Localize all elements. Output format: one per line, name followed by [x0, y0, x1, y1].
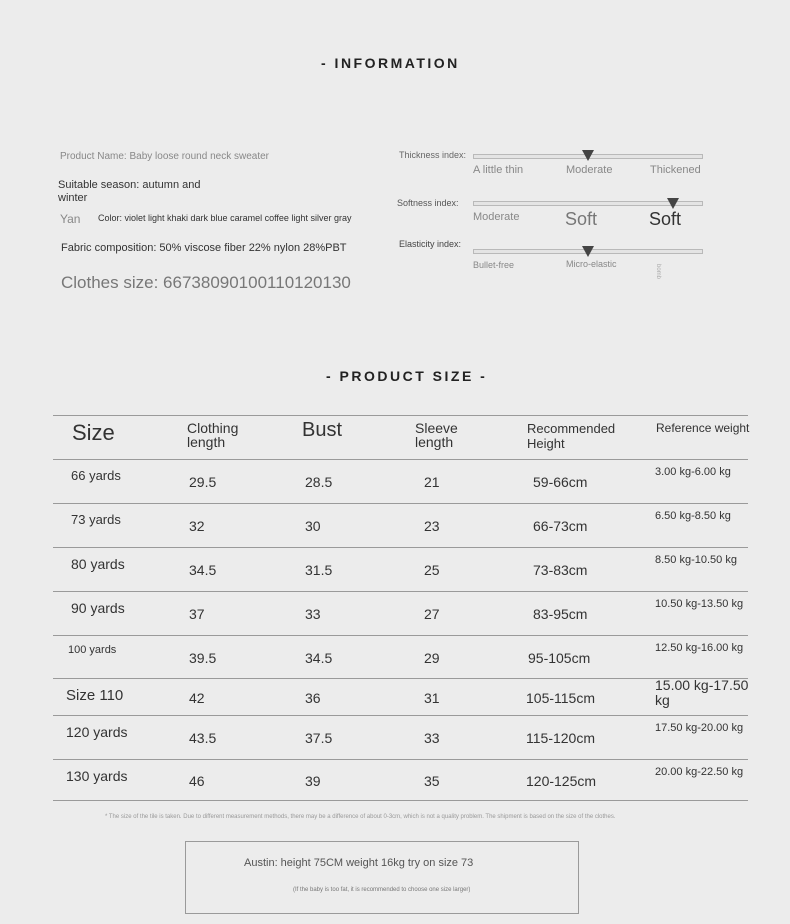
height-cell: 120-125cm: [526, 772, 597, 789]
header-sleeve-length: Sleeve length: [415, 420, 458, 450]
height-cell: 83-95cm: [533, 606, 588, 622]
size-cell: 90 yards: [71, 600, 125, 616]
length-cell: 37: [189, 606, 205, 622]
softness-tick-2: Soft: [565, 209, 598, 229]
table-top-rule: [53, 415, 748, 416]
sleeve-cell: 25: [424, 562, 440, 578]
elasticity-index-marker: [582, 246, 594, 257]
header-clothing-length: Clothing length: [187, 420, 239, 450]
bust-cell: 30: [305, 518, 321, 534]
row-divider: [53, 591, 748, 592]
weight-cell: 6.50 kg-8.50 kg: [655, 510, 731, 522]
header-bust: Bust: [302, 419, 343, 441]
elasticity-index-label: Elasticity index:: [399, 239, 462, 249]
header-recommended-height: Recommended Height: [527, 421, 616, 451]
size-cell: 100 yards: [68, 644, 117, 656]
bust-cell: 39: [305, 772, 321, 789]
tryon-sub-text: (If the baby is too fat, it is recommended to choose one size larger): [293, 887, 471, 893]
row-divider: [53, 678, 748, 679]
sleeve-cell: 31: [424, 689, 440, 706]
length-cell: 42: [189, 689, 205, 706]
length-cell: 29.5: [189, 474, 217, 490]
softness-tick-1: Moderate: [473, 211, 520, 223]
elasticity-tick-1: Bullet-free: [473, 260, 515, 270]
row-divider: [53, 635, 748, 636]
length-cell: 34.5: [189, 562, 217, 578]
bust-cell: 34.5: [305, 649, 333, 666]
length-cell: 39.5: [189, 649, 217, 666]
row-divider: [53, 503, 748, 504]
header-size: Size: [72, 420, 115, 445]
size-cell: 120 yards: [66, 724, 128, 740]
thickness-index-label: Thickness index:: [399, 150, 467, 160]
fabric-composition: Fabric composition: 50% viscose fiber 22% nylon 28%PBT: [61, 242, 347, 254]
length-cell: 32: [189, 518, 205, 534]
softness-index-label: Softness index:: [397, 198, 459, 208]
size-cell: 80 yards: [71, 556, 125, 572]
sleeve-cell: 35: [424, 772, 440, 789]
softness-index-marker: [667, 198, 679, 209]
information-title: - INFORMATION: [321, 55, 460, 71]
sleeve-cell: 27: [424, 606, 440, 622]
color-list: Color: violet light khaki dark blue caramel coffee light silver gray: [98, 213, 352, 223]
weight-cell: 8.50 kg-10.50 kg: [655, 554, 737, 566]
size-cell: 66 yards: [71, 468, 121, 483]
elasticity-tick-3: bomb: [655, 264, 661, 280]
sleeve-cell: 33: [424, 730, 440, 746]
size-cell: 73 yards: [71, 512, 121, 527]
header-reference-weight: Reference weight: [656, 421, 750, 435]
table-bottom-rule: [53, 800, 748, 801]
tryon-main-text: Austin: height 75CM weight 16kg try on size 73: [244, 857, 474, 869]
bust-cell: 36: [305, 689, 321, 706]
weight-cell: 12.50 kg-16.00 kg: [655, 642, 744, 654]
tryon-note-box: [185, 841, 579, 914]
thickness-tick-2: Moderate: [566, 164, 613, 176]
product-size-title: - PRODUCT SIZE -: [326, 368, 488, 384]
height-cell: 115-120cm: [526, 730, 596, 746]
bust-cell: 37.5: [305, 730, 333, 746]
sleeve-cell: 23: [424, 518, 440, 534]
thickness-tick-3: Thickened: [650, 164, 701, 176]
weight-cell: 15.00 kg-17.50 kg: [655, 677, 749, 708]
row-divider: [53, 715, 748, 716]
thickness-tick-1: A little thin: [473, 164, 524, 176]
size-cell: Size 110: [66, 687, 124, 704]
height-cell: 59-66cm: [533, 474, 588, 490]
height-cell: 105-115cm: [526, 689, 596, 706]
height-cell: 73-83cm: [533, 562, 588, 578]
row-divider: [53, 459, 748, 460]
sleeve-cell: 21: [424, 474, 440, 490]
thickness-index-marker: [582, 150, 594, 161]
sleeve-cell: 29: [424, 649, 440, 666]
height-cell: 95-105cm: [528, 649, 591, 666]
yan-label: Yan: [60, 212, 81, 226]
bust-cell: 31.5: [305, 562, 333, 578]
size-cell: 130 yards: [66, 768, 128, 784]
measurement-footnote: * The size of the tile is taken. Due to different measurement methods, there may be a difference of about 0-3cm, which is not a quality problem. The shipment is based on the size of the clothes.: [105, 814, 616, 820]
suitable-season: Suitable season: autumn and winter: [58, 179, 201, 204]
bust-cell: 28.5: [305, 474, 333, 490]
row-divider: [53, 759, 748, 760]
softness-tick-3: Soft: [649, 209, 682, 229]
weight-cell: 10.50 kg-13.50 kg: [655, 598, 744, 610]
length-cell: 43.5: [189, 730, 217, 746]
clothes-size: Clothes size: 6673809010011012013​0: [61, 273, 351, 292]
weight-cell: 20.00 kg-22.50 kg: [655, 766, 744, 778]
length-cell: 46: [189, 772, 205, 789]
weight-cell: 3.00 kg-6.00 kg: [655, 466, 731, 478]
bust-cell: 33: [305, 606, 321, 622]
weight-cell: 17.50 kg-20.00 kg: [655, 722, 744, 734]
elasticity-tick-2: Micro-elastic: [566, 259, 617, 269]
height-cell: 66-73cm: [533, 518, 588, 534]
row-divider: [53, 547, 748, 548]
product-name: Product Name: Baby loose round neck sweater: [60, 151, 269, 162]
